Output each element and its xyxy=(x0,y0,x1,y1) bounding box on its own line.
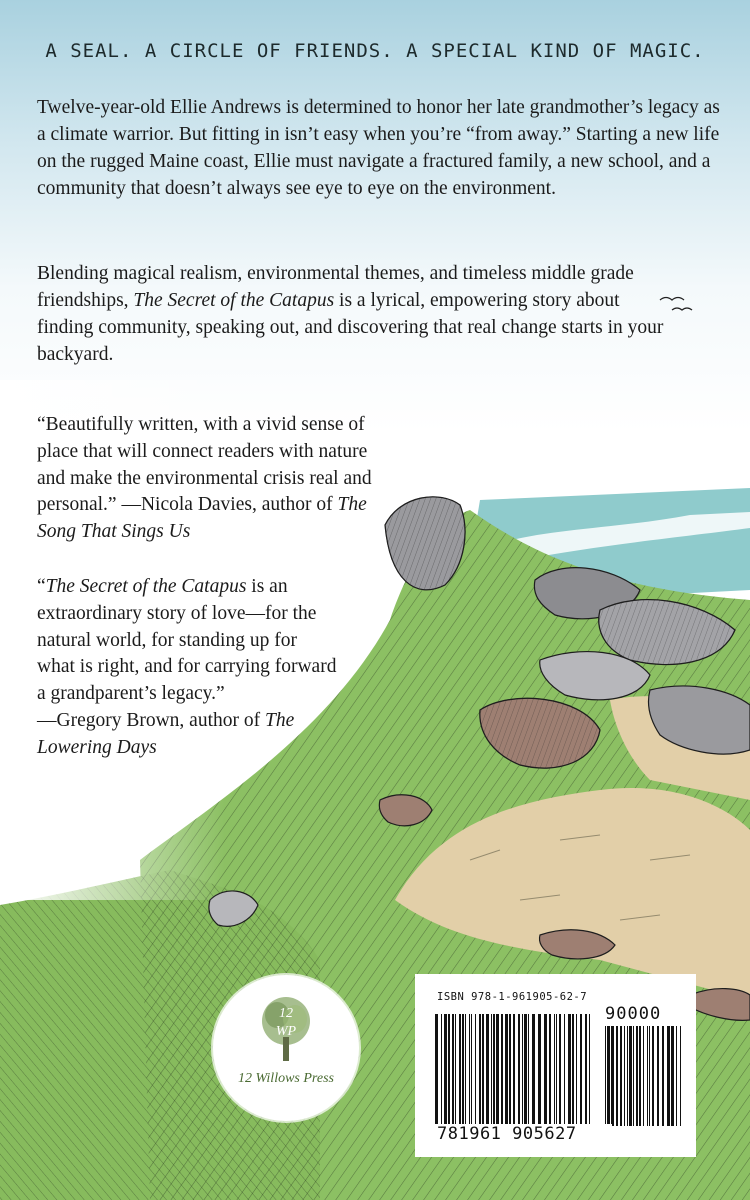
barcode-bar xyxy=(624,1026,625,1126)
publisher-name: 12 Willows Press xyxy=(238,1071,334,1086)
barcode-bar xyxy=(513,1014,515,1136)
price-code: 90000 xyxy=(605,1004,662,1024)
review-quote-1 xyxy=(37,412,382,546)
barcode-bar xyxy=(576,1014,577,1136)
review-quote-2 xyxy=(37,574,337,762)
barcode-bar xyxy=(636,1026,638,1126)
barcode-digits: 781961 905627 xyxy=(435,1124,612,1144)
barcode-bar xyxy=(532,1014,535,1136)
barcode-bar xyxy=(538,1014,541,1136)
barcode-bar xyxy=(462,1014,464,1136)
barcode-bar xyxy=(649,1026,650,1126)
barcode-bar xyxy=(509,1014,511,1136)
barcode-bar xyxy=(616,1026,618,1126)
blurb-paragraph-1: Twelve-year-old Ellie Andrews is determined to honor her late grandmother’s legacy as a climate warrior. But fitting in isn’t easy when you’re “from away.” Starting a new life on the rugged Maine coast, Ellie must navigate a fractured family, a new school, and a community that doesn’t always see eye to eye on the environment. xyxy=(37,97,720,199)
barcode-bar xyxy=(496,1014,499,1136)
review-2-work: The Lowering Days xyxy=(37,709,295,758)
barcode-bar xyxy=(580,1014,582,1136)
barcode-bar xyxy=(671,1026,674,1126)
blurb-p2-text-after: is a lyrical, empowering story about finding community, speaking out, and discovering that real change starts in your backyard. xyxy=(37,290,664,365)
barcode-bar xyxy=(559,1014,561,1136)
barcode-bar xyxy=(568,1014,571,1136)
barcode-bar xyxy=(554,1014,555,1136)
barcode-bar xyxy=(522,1014,523,1136)
barcode-bar xyxy=(469,1014,470,1136)
barcode-bar xyxy=(657,1026,659,1126)
barcode-bar xyxy=(556,1014,557,1136)
barcode-bar xyxy=(643,1026,644,1126)
barcode-bar xyxy=(564,1014,565,1136)
isbn-barcode xyxy=(435,1014,595,1136)
review-1-work: The Song That Sings Us xyxy=(37,494,367,543)
barcode-bar xyxy=(667,1026,670,1126)
barcode-bar xyxy=(607,1026,610,1126)
barcode-bar xyxy=(652,1026,654,1126)
review-2-open-quote: “ xyxy=(37,576,46,597)
barcode-bar xyxy=(486,1014,489,1136)
barcode-panel xyxy=(415,974,696,1157)
barcode-bar xyxy=(633,1026,634,1126)
barcode-bar xyxy=(549,1014,551,1136)
blurb-paragraph-2 xyxy=(37,260,677,368)
barcode-bar xyxy=(524,1014,527,1136)
barcode-bar xyxy=(471,1014,472,1136)
willow-tree-logo-icon xyxy=(259,993,313,1065)
barcode-bar xyxy=(435,1014,438,1136)
barcode-bar xyxy=(589,1014,590,1136)
barcode-bar xyxy=(605,1026,606,1126)
publisher-seal xyxy=(213,975,359,1121)
barcode-bar xyxy=(639,1026,641,1126)
review-1-attribution: —Nicola Davies, author of xyxy=(116,494,338,516)
barcode-bar xyxy=(627,1026,628,1126)
barcode-bar xyxy=(620,1026,622,1126)
tagline: A SEAL. A CIRCLE OF FRIENDS. A SPECIAL KIND OF MAGIC. xyxy=(45,40,705,62)
barcode-bar xyxy=(501,1014,503,1136)
review-1-text: “Beautifully written, with a vivid sense of place that will connect readers with nature and make the environmental crisis real and personal.” xyxy=(37,414,372,516)
review-2-attribution: —Gregory Brown, author of xyxy=(37,709,265,731)
barcode-bar xyxy=(441,1014,442,1136)
barcode-bar xyxy=(459,1014,461,1136)
barcode-bar xyxy=(680,1026,681,1126)
barcode-bar xyxy=(662,1026,664,1126)
review-2-book-title: The Secret of the Catapus xyxy=(45,576,247,597)
barcode-bar xyxy=(493,1014,495,1136)
barcode-bar xyxy=(452,1014,454,1136)
blurb-p2-text-before: Blending magical realism, environmental themes, and timeless middle grade friendships, xyxy=(37,263,634,311)
barcode-bar xyxy=(611,1026,614,1126)
book-title: The Secret of the Catapus xyxy=(133,290,335,311)
svg-text:WP: WP xyxy=(275,1024,297,1039)
isbn-label: ISBN 978-1-961905-62-7 xyxy=(437,991,588,1003)
barcode-bar xyxy=(585,1014,587,1136)
barcode-bar xyxy=(482,1014,484,1136)
barcode-bar xyxy=(629,1026,632,1126)
barcode-bar xyxy=(448,1014,450,1136)
barcode-bar xyxy=(676,1026,677,1126)
barcode-bar xyxy=(572,1014,574,1136)
barcode-bar xyxy=(544,1014,547,1136)
barcode-bar xyxy=(505,1014,508,1136)
barcode-bar xyxy=(475,1014,476,1136)
svg-text:12: 12 xyxy=(279,1006,293,1021)
barcode-bar xyxy=(491,1014,492,1136)
barcode-bar xyxy=(528,1014,529,1136)
barcode-bar xyxy=(479,1014,481,1136)
barcode-bar xyxy=(518,1014,520,1136)
review-2-text: is an extraordinary story of love—for the natural world, for standing up for what is right, and for carrying forward a grandparent’s legacy.” xyxy=(37,576,337,705)
barcode-bar xyxy=(465,1014,466,1136)
barcode-bar xyxy=(444,1014,447,1136)
barcode-bar xyxy=(455,1014,456,1136)
barcode-bar xyxy=(647,1026,648,1126)
price-barcode xyxy=(605,1026,683,1126)
